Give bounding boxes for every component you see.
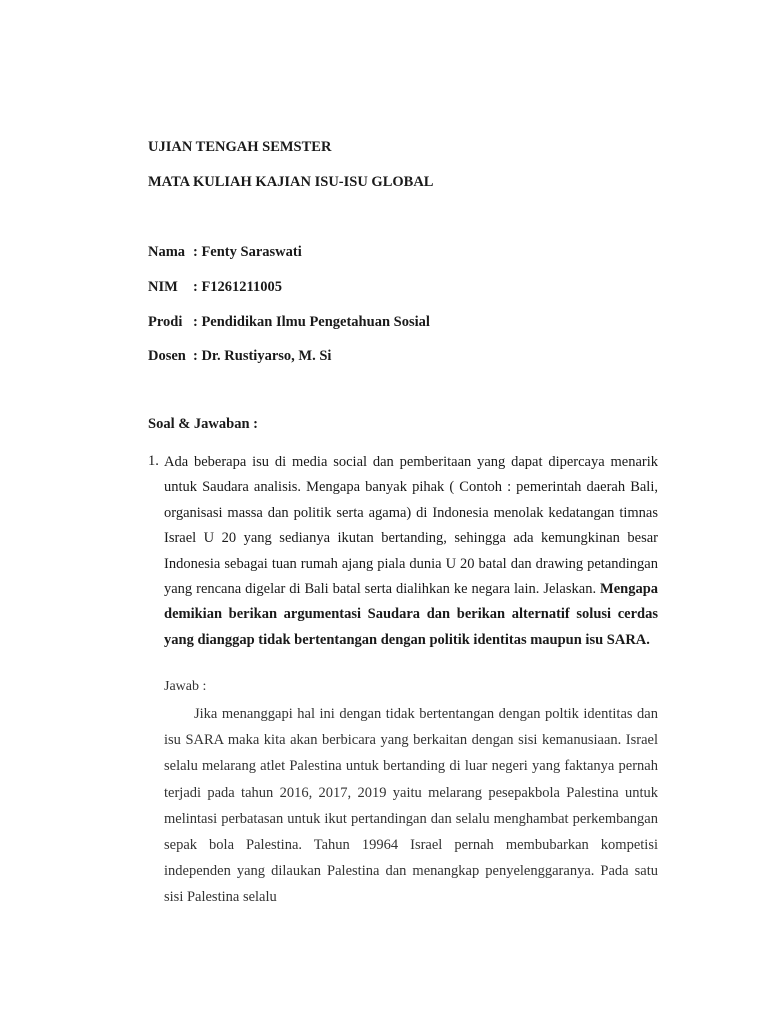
nim-label: NIM: [148, 279, 178, 295]
answer-label: Jawab :: [164, 679, 207, 694]
question-number: 1.: [148, 453, 159, 469]
nim-value: : F1261211005: [193, 279, 283, 295]
question-text: [164, 450, 658, 653]
prodi-label: Prodi: [148, 314, 183, 330]
exam-title: UJIAN TENGAH SEMSTER: [148, 139, 332, 155]
course-title: MATA KULIAH KAJIAN ISU-ISU GLOBAL: [148, 174, 434, 190]
answer-text: Jika menanggapi hal ini dengan tidak bertentangan dengan poltik identitas dan isu SARA maka kita akan berbicara yang berkaitan dengan sisi kemanusiaan. Israel selalu melarang atlet Palestina untuk bertanding di luar negeri yang faktanya pernah terjadi pada tahun 2016, 2017, 2019 yaitu melarang pesepakbola Palestina untuk melintasi perbatasan untuk ikut pertandingan dan selalu menghambat perkembangan sepak bola Palestina. Tahun 19964 Israel pernah membubarkan kompetisi independen yang dilaukan Palestina dan menangkap penyelenggaranya. Pada satu sisi Palestina selalu: [164, 706, 658, 906]
section-title: Soal & Jawaban :: [148, 416, 258, 432]
name-label: Nama: [148, 244, 186, 260]
name-value: : Fenty Saraswati: [193, 244, 302, 260]
question-body: Ada beberapa isu di media social dan pemberitaan yang dapat dipercaya menarik untuk Saudara analisis. Mengapa banyak pihak ( Contoh : pemerintah daerah Bali, organisasi massa dan politik serta agama) di Indonesia menolak kedatangan timnas Israel U 20 yang sedianya ikutan bertanding, sehingga ada kemungkinan besar Indonesia sebagai tuan rumah ajang piala dunia U 20 batal dan drawing petandingan yang rencana digelar di Bali batal serta dialihkan ke negara lain. Jelaskan.: [164, 454, 658, 598]
prodi-value: : Pendidikan Ilmu Pengetahuan Sosial: [193, 314, 430, 330]
question-emphasis: Mengapa demikian berikan argumentasi Saudara dan berikan alternatif solusi cerdas yang dianggap tidak bertentangan dengan politik identitas maupun isu SARA.: [164, 581, 659, 648]
dosen-value: : Dr. Rustiyarso, M. Si: [193, 348, 332, 364]
dosen-label: Dosen: [148, 348, 186, 364]
